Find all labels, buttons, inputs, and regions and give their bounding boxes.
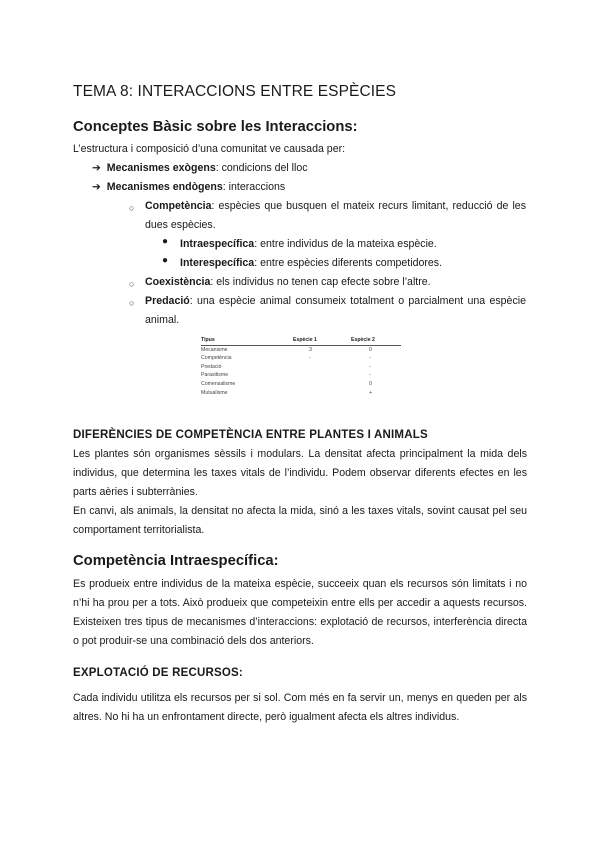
table-header-cell: Espècie 2 <box>351 336 401 345</box>
paragraph-intraspecific: Es produeix entre individus de la mateixa espècie, succeeix quan els recursos són limitats i no n’hi ha prou per a tots. Això produeix que competeixin entre ells per accedir a aquests recursos. Existeixen tres tipus de mecanismes d’interaccions: explotació de recursos, interferència directa o pot produir-se una combinació dels dos anteriors. <box>73 578 527 647</box>
table-row <box>201 345 401 354</box>
table-cell <box>293 389 351 398</box>
table-header-cell: Espècie 1 <box>293 336 351 345</box>
table-header-row <box>201 336 401 345</box>
desc-intraespecifica: : entre individus de la mateixa espècie. <box>254 238 437 250</box>
table-cell: Mutualisme <box>201 389 228 396</box>
table-cell: Parasitisme <box>201 372 229 379</box>
table-row <box>201 354 401 363</box>
table-cell: Comensalisme <box>201 380 236 387</box>
circle-bullet-icon: ○ <box>129 279 135 289</box>
table-cell: - <box>369 355 371 362</box>
circle-bullet-icon: ○ <box>129 203 135 213</box>
item-intraespecifica <box>180 235 437 254</box>
term-intraespecifica: Intraespecífica <box>180 238 255 250</box>
table-row <box>201 363 401 372</box>
filled-bullet-icon: ● <box>162 236 169 247</box>
table-row <box>201 371 401 380</box>
table-cell: 0 <box>369 346 372 353</box>
table-cell: - <box>309 355 311 362</box>
desc-coexistencia: : els individus no tenen cap efecte sobre l’altre. <box>210 276 431 288</box>
desc-endogens: : interaccions <box>222 181 286 193</box>
term-predacio: Predació <box>145 295 190 307</box>
interactions-table <box>201 336 401 397</box>
section-heading-intraspecific: Competència Intraespecífica: <box>73 553 279 569</box>
table-cell <box>293 380 351 389</box>
term-coexistencia: Coexistència <box>145 276 211 288</box>
table-row <box>201 380 401 389</box>
table-cell: + <box>369 389 373 396</box>
item-coexistencia <box>145 273 431 292</box>
section-heading-exploitation: EXPLOTACIÓ DE RECURSOS: <box>73 667 243 679</box>
desc-interespecifica: : entre espècies diferents competidores. <box>254 257 443 269</box>
arrow-item-endogens <box>92 178 285 197</box>
term-competencia: Competència <box>145 200 212 212</box>
page-title: TEMA 8: INTERACCIONS ENTRE ESPÈCIES <box>73 83 397 100</box>
table-cell: - <box>369 372 371 379</box>
table-cell: 0 <box>369 380 372 387</box>
item-interespecifica <box>180 254 442 273</box>
desc-exogens: : condicions del lloc <box>215 162 308 174</box>
table-header-cell: Tipus <box>201 336 293 345</box>
section-heading-concepts: Conceptes Bàsic sobre les Interaccions: <box>73 119 358 135</box>
term-endogens: Mecanismes endògens <box>106 181 223 193</box>
table-cell: 3 <box>309 346 312 353</box>
table-cell <box>293 371 351 380</box>
arrow-bullet-icon: ➔ <box>92 162 101 174</box>
section-heading-differences: DIFERÈNCIES DE COMPETÈNCIA ENTRE PLANTES I ANIMALS <box>73 429 428 441</box>
table-cell <box>293 363 351 372</box>
term-interespecifica: Interespecífica <box>180 257 255 269</box>
filled-bullet-icon: ● <box>162 255 169 266</box>
table-cell: Competència <box>201 355 232 362</box>
table-cell: Mecanisme <box>201 346 228 353</box>
term-exogens: Mecanismes exògens <box>106 162 216 174</box>
paragraph-animals: En canvi, als animals, la densitat no afecta la mida, sinó a les taxes vitals, sovint causat pel seu comportament territorialista. <box>73 505 527 536</box>
paragraph-plants: Les plantes són organismes sèssils i modulars. La densitat afecta principalment la mida dels individus, que determina les taxes vitals de l’individu. Podem observar diferents efectes en les parts aèries i subterrànies. <box>73 448 527 498</box>
arrow-bullet-icon: ➔ <box>92 181 101 193</box>
circle-bullet-icon: ○ <box>129 298 135 308</box>
table-cell: - <box>369 363 371 370</box>
intro-text: L’estructura i composició d’una comunitat ve causada per: <box>73 143 346 155</box>
table-row <box>201 389 401 398</box>
table-cell: Predació <box>201 363 222 370</box>
arrow-item-exogens <box>92 159 308 178</box>
desc-predacio: : una espècie animal consumeix totalment o parcialment una espècie animal. <box>145 295 526 326</box>
paragraph-exploitation: Cada individu utilitza els recursos per si sol. Com més en fa servir un, menys en queden per als altres. No hi ha un enfrontament directe, però igualment afecta els altres individus. <box>73 692 527 723</box>
desc-competencia: : espècies que busquen el mateix recurs limitant, reducció de les dues espècies. <box>145 200 526 231</box>
item-competencia <box>145 197 526 235</box>
item-predacio <box>145 292 526 330</box>
